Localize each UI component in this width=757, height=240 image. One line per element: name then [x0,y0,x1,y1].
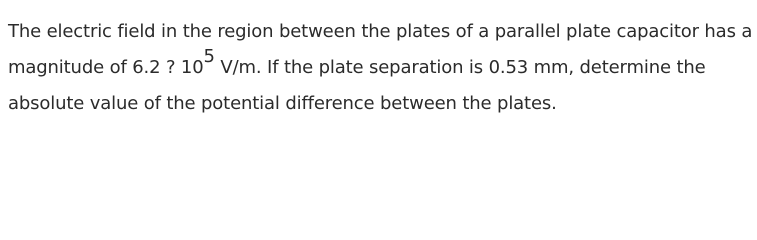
exponent-superscript: 5 [203,46,215,67]
problem-line-1: The electric field in the region between the plates of a parallel plate capacitor has a [8,21,753,42]
problem-line-2 [8,46,753,86]
problem-text [8,14,753,122]
problem-line-3: absolute value of the potential difference between the plates. [8,93,557,114]
separation-text: V/m. If the plate separation is 0.53 mm, determine the [214,57,706,78]
magnitude-text: magnitude of 6.2 ? 10 [8,57,204,78]
